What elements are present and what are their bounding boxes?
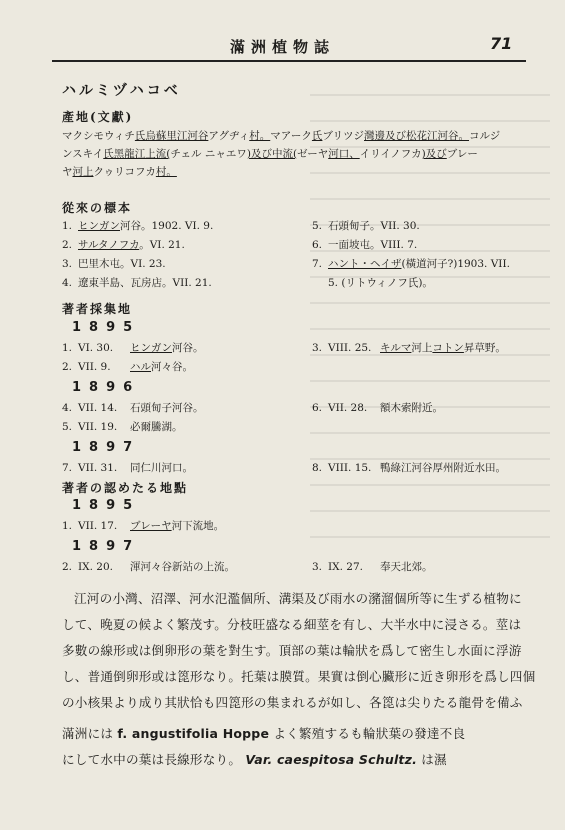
item-number: 5. [312, 220, 323, 232]
record-date: VI. 30. [78, 342, 114, 354]
item-text: 同仁川河口。 [130, 462, 193, 474]
specimen-item [312, 275, 433, 290]
closing-line-1: 滿洲には f. angustifolia Hoppe よく繁殖するも輪狀葉の發達不良 [62, 726, 466, 741]
record-item [62, 419, 183, 434]
record-item [312, 400, 443, 415]
item-number: 7. [62, 462, 73, 474]
distribution-line [62, 164, 177, 179]
item-text: 渾河々谷新站の上流。 [130, 561, 235, 573]
item-text: 巴里木屯。VI. 23. [78, 258, 166, 270]
item-text: 河谷。1902. VI. 9. [120, 220, 214, 232]
specimen-item [62, 218, 213, 233]
record-date: VII. 17. [78, 520, 118, 532]
distribution-segment: ブリツジ [322, 130, 365, 142]
item-text: 鴨綠江河谷厚州附近水田。 [380, 462, 506, 474]
distribution-segment: 灣邊及び松花江河谷。 [364, 130, 470, 142]
year-label: 1897 [72, 440, 141, 455]
distribution-heading: 產地(文獻) [62, 110, 134, 124]
record-date: VII. 28. [328, 402, 368, 414]
item-text: 必爾騰湖。 [130, 421, 183, 433]
distribution-segment: )及び [421, 148, 447, 160]
distribution-segment: ヤ [62, 166, 73, 178]
species-title: ハルミヅハコベ [62, 83, 181, 99]
item-text: 河々谷。 [151, 361, 193, 373]
record-item [62, 559, 235, 574]
previous-specimens-heading: 從來の標本 [62, 201, 133, 215]
year-label: 1897 [72, 539, 141, 554]
place-name: ヒンガン [130, 342, 172, 354]
record-item [62, 340, 204, 355]
author-recognized-heading: 著者の認めたる地點 [62, 481, 189, 495]
distribution-segment: コルジ [469, 130, 501, 142]
item-number: 2. [62, 361, 73, 373]
record-date: VII. 31. [78, 462, 118, 474]
item-number: 8. [312, 462, 323, 474]
distribution-segment: マクシモウィチ [62, 130, 135, 142]
distribution-segment: マアーク [270, 130, 312, 142]
item-number: 1. [62, 220, 73, 232]
distribution-segment: 河上 [72, 166, 94, 178]
item-number: 5. [62, 421, 73, 433]
header-rule [52, 60, 526, 62]
record-date: IX. 27. [328, 561, 363, 573]
distribution-segment: ンスキイ [62, 148, 104, 160]
item-text: 額木索附近。 [380, 402, 443, 414]
place-name: ハル [130, 361, 151, 373]
description-line: の小核果より成り其狀恰も四箆形の集まれるが如し、各箆は尖りたる龍骨を備ふ [62, 695, 523, 710]
year-label: 1895 [72, 498, 141, 513]
distribution-segment: )及び中流( [246, 148, 298, 160]
year-label: 1895 [72, 320, 141, 335]
item-text: 一面坡屯。VIII. 7. [328, 239, 418, 251]
record-item [62, 359, 193, 374]
item-number: 3. [312, 342, 323, 354]
place-name: ヒンガン [78, 220, 120, 232]
specimen-item [62, 256, 166, 271]
item-text: 石頭甸子。VII. 30. [328, 220, 420, 232]
item-number: 1. [62, 520, 73, 532]
item-number: 1. [62, 342, 73, 354]
description-line: し、普通倒卵形或は箆形なり。托葉は膜質。果實は倒心臟形に近き卵形を爲し四個 [62, 669, 536, 684]
item-text: 石頭甸子河谷。 [130, 402, 204, 414]
record-item [62, 460, 193, 475]
record-item [62, 400, 204, 415]
record-item [312, 340, 506, 355]
item-text: 河下流地。 [171, 520, 225, 532]
item-text: 昇草野。 [463, 342, 506, 354]
item-number: 3. [312, 561, 323, 573]
distribution-segment: チェル ニャエワ [170, 148, 247, 160]
closing-line-2: にして水中の葉は長線形なり。 Var. caespitosa Schultz. は濕 [62, 752, 447, 767]
record-date: VII. 19. [78, 421, 118, 433]
item-number: 4. [62, 277, 73, 289]
distribution-segment: 村。 [249, 130, 271, 142]
item-number: 2. [62, 561, 73, 573]
author-collected-heading: 著者採集地 [62, 302, 133, 316]
record-item [312, 460, 506, 475]
place-name: サルタノフカ [78, 239, 140, 251]
specimen-item [312, 256, 510, 271]
distribution-segment: アグヂィ [208, 130, 250, 142]
distribution-segment: クゥリコフカ [93, 166, 156, 178]
place-name: ハント・ヘイザ [328, 258, 402, 270]
description-line: 多數の線形或は倒卵形の葉を對生す。頂部の葉は輪狀を爲して密生し水面に浮游 [62, 643, 522, 658]
item-number: 3. [62, 258, 73, 270]
distribution-segment: 河口、 [328, 148, 360, 160]
year-label: 1896 [72, 380, 141, 395]
place-name: キルマ [380, 342, 412, 354]
distribution-line [62, 146, 478, 161]
record-date: VIII. 25. [328, 342, 372, 354]
record-date: VIII. 15. [328, 462, 372, 474]
description-line: して、晚夏の候よく繁茂す。分枝旺盛なる細莖を有し、大半水中に浸さる。莖は [62, 617, 522, 632]
item-text: 河谷。 [172, 342, 204, 354]
page-number: 71 [490, 34, 513, 53]
record-date: IX. 20. [78, 561, 113, 573]
description-line: 江河の小灣、沼澤、河水氾濫個所、溝渠及び雨水の瀦溜個所等に生ずる植物に [74, 591, 522, 606]
record-date: VII. 14. [78, 402, 118, 414]
running-header: 滿洲植物誌 [229, 38, 335, 56]
distribution-segment: ブレー [446, 148, 478, 160]
specimen-item [62, 275, 212, 290]
distribution-segment: ゼーヤ [297, 148, 329, 160]
item-text: 5. (リトウィノフ氏)。 [328, 277, 433, 289]
item-text: 河上 [411, 342, 433, 354]
distribution-segment: 氏黑龍江上流( [103, 148, 171, 160]
item-number: 6. [312, 239, 323, 251]
record-item [62, 518, 224, 533]
distribution-segment: 氏 [311, 130, 323, 142]
place-name: ブレーヤ [130, 520, 172, 532]
item-text: 奉天北郊。 [380, 561, 433, 573]
place-name: コトン [432, 342, 464, 354]
record-date: VII. 9. [78, 361, 111, 373]
item-number: 4. [62, 402, 73, 414]
specimen-item [312, 237, 417, 252]
item-number: 7. [312, 258, 323, 270]
item-text: (橫道河子?)1903. VII. [401, 258, 510, 270]
distribution-segment: イリイノフカ [359, 148, 422, 160]
specimen-item [62, 237, 185, 252]
record-item [312, 559, 433, 574]
item-number: 6. [312, 402, 323, 414]
item-number: 2. [62, 239, 73, 251]
specimen-item [312, 218, 420, 233]
distribution-segment: 氏烏蘇里江河谷 [134, 130, 209, 142]
item-text: 遼東半島、瓦房店。VII. 21. [78, 277, 212, 289]
distribution-line [62, 128, 500, 143]
distribution-segment: 村。 [155, 166, 177, 178]
item-text: 。VI. 21. [139, 239, 185, 251]
